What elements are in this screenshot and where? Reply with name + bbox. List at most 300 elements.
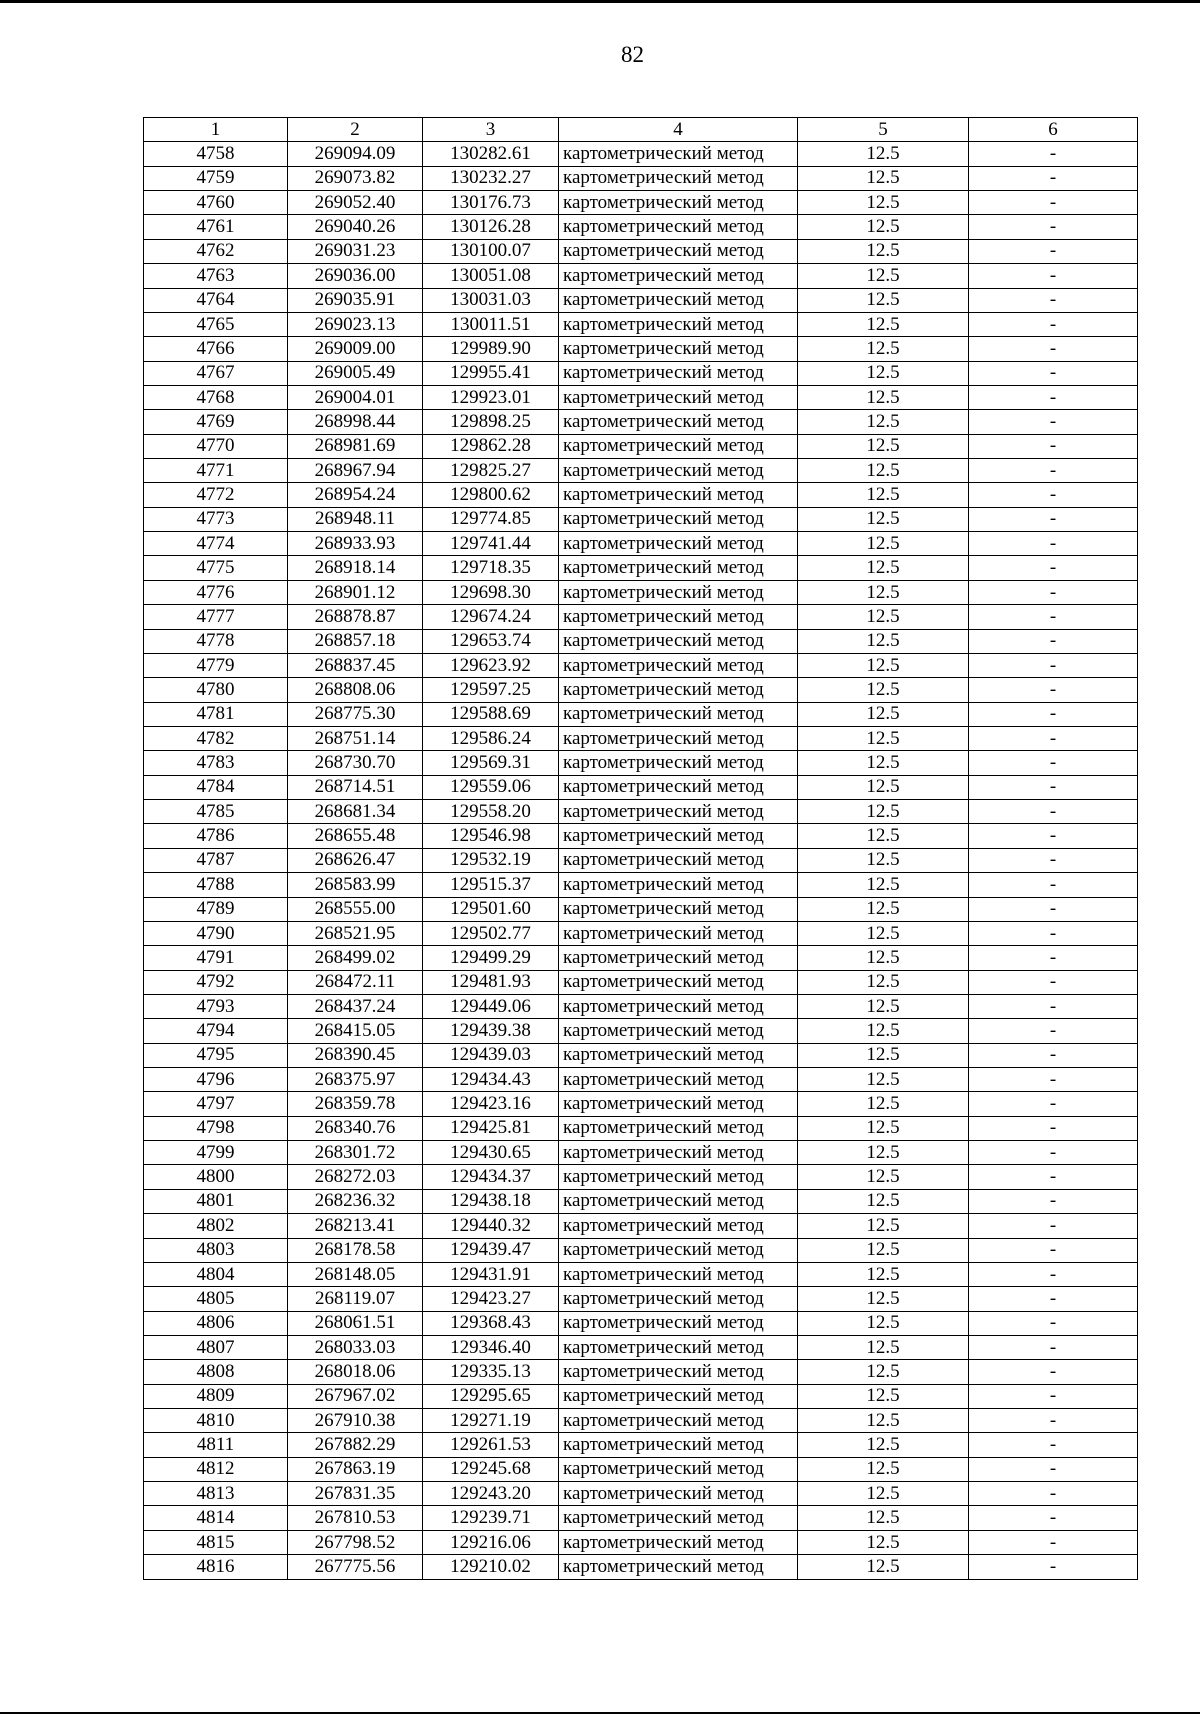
table-cell-col-2: 268472.11 [288,970,423,994]
table-cell-col-1: 4794 [144,1019,288,1043]
table-cell-col-6: - [969,337,1138,361]
table-cell-col-5: 12.5 [798,848,969,872]
table-row [144,824,1138,848]
table-cell-col-1: 4803 [144,1238,288,1262]
table-cell-col-2: 269073.82 [288,166,423,190]
table-cell-col-3: 129569.31 [423,751,559,775]
table-cell-col-3: 129245.68 [423,1457,559,1481]
table-cell-col-3: 129440.32 [423,1214,559,1238]
table-cell-col-1: 4770 [144,434,288,458]
table-row [144,1092,1138,1116]
column-header-5: 5 [798,118,969,142]
table-row [144,385,1138,409]
table-row [144,1019,1138,1043]
table-cell-col-6: - [969,678,1138,702]
table-cell-col-2: 268437.24 [288,994,423,1018]
table-cell-col-5: 12.5 [798,1409,969,1433]
table-cell-col-2: 267967.02 [288,1384,423,1408]
table-cell-col-1: 4760 [144,191,288,215]
table-cell-col-1: 4765 [144,312,288,336]
table-cell-col-6: - [969,1311,1138,1335]
table-row [144,507,1138,531]
table-cell-col-6: - [969,215,1138,239]
table-cell-col-2: 269031.23 [288,239,423,263]
table-cell-col-1: 4791 [144,946,288,970]
table-row [144,678,1138,702]
table-cell-col-2: 268714.51 [288,775,423,799]
table-cell-col-1: 4804 [144,1262,288,1286]
table-cell-col-1: 4778 [144,629,288,653]
table-cell-col-1: 4808 [144,1360,288,1384]
table-cell-col-6: - [969,921,1138,945]
coordinates-table [143,117,1138,1580]
table-cell-col-2: 268390.45 [288,1043,423,1067]
table-cell-col-5: 12.5 [798,1165,969,1189]
table-row [144,848,1138,872]
table-cell-col-5: 12.5 [798,483,969,507]
table-row [144,239,1138,263]
table-row [144,970,1138,994]
table-cell-col-5: 12.5 [798,678,969,702]
table-cell-col-2: 269094.09 [288,142,423,166]
table-cell-col-4: картометрический метод [559,1092,798,1116]
table-cell-col-5: 12.5 [798,824,969,848]
table-row [144,459,1138,483]
table-cell-col-5: 12.5 [798,800,969,824]
table-cell-col-2: 268730.70 [288,751,423,775]
table-cell-col-5: 12.5 [798,946,969,970]
table-cell-col-3: 129989.90 [423,337,559,361]
table-cell-col-6: - [969,483,1138,507]
table-row [144,1043,1138,1067]
table-cell-col-2: 268213.41 [288,1214,423,1238]
table-cell-col-6: - [969,312,1138,336]
table-row [144,288,1138,312]
table-cell-col-2: 267910.38 [288,1409,423,1433]
table-cell-col-1: 4785 [144,800,288,824]
table-cell-col-2: 268499.02 [288,946,423,970]
table-cell-col-5: 12.5 [798,1189,969,1213]
table-cell-col-2: 268918.14 [288,556,423,580]
table-cell-col-3: 129439.03 [423,1043,559,1067]
table-cell-col-6: - [969,1335,1138,1359]
table-cell-col-2: 269035.91 [288,288,423,312]
table-cell-col-2: 268775.30 [288,702,423,726]
table-row [144,873,1138,897]
table-cell-col-6: - [969,1043,1138,1067]
table-row [144,1530,1138,1554]
table-cell-col-2: 268359.78 [288,1092,423,1116]
table-cell-col-3: 129825.27 [423,459,559,483]
table-cell-col-1: 4816 [144,1555,288,1579]
table-cell-col-5: 12.5 [798,1287,969,1311]
table-cell-col-3: 130051.08 [423,264,559,288]
table-cell-col-6: - [969,556,1138,580]
table-cell-col-3: 129623.92 [423,653,559,677]
table-cell-col-5: 12.5 [798,605,969,629]
table-cell-col-3: 129923.01 [423,385,559,409]
column-header-3: 3 [423,118,559,142]
table-cell-col-6: - [969,361,1138,385]
table-cell-col-1: 4780 [144,678,288,702]
table-cell-col-5: 12.5 [798,751,969,775]
table-cell-col-6: - [969,532,1138,556]
table-cell-col-6: - [969,580,1138,604]
table-cell-col-4: картометрический метод [559,1335,798,1359]
table-cell-col-3: 129438.18 [423,1189,559,1213]
table-cell-col-6: - [969,726,1138,750]
table-cell-col-6: - [969,605,1138,629]
table-cell-col-5: 12.5 [798,215,969,239]
table-cell-col-1: 4797 [144,1092,288,1116]
table-cell-col-6: - [969,239,1138,263]
table-row [144,410,1138,434]
table-cell-col-3: 129368.43 [423,1311,559,1335]
table-cell-col-5: 12.5 [798,1311,969,1335]
table-cell-col-6: - [969,873,1138,897]
table-cell-col-3: 130031.03 [423,288,559,312]
table-cell-col-2: 268837.45 [288,653,423,677]
table-cell-col-4: картометрический метод [559,1482,798,1506]
table-cell-col-5: 12.5 [798,1238,969,1262]
column-header-6: 6 [969,118,1138,142]
table-cell-col-5: 12.5 [798,434,969,458]
table-cell-col-1: 4796 [144,1068,288,1092]
table-cell-col-2: 268583.99 [288,873,423,897]
table-cell-col-6: - [969,1116,1138,1140]
table-cell-col-5: 12.5 [798,1019,969,1043]
table-cell-col-5: 12.5 [798,288,969,312]
table-cell-col-4: картометрический метод [559,678,798,702]
table-cell-col-5: 12.5 [798,629,969,653]
table-row [144,1506,1138,1530]
table-cell-col-5: 12.5 [798,1116,969,1140]
table-cell-col-5: 12.5 [798,1214,969,1238]
table-cell-col-2: 268878.87 [288,605,423,629]
table-cell-col-4: картометрический метод [559,1506,798,1530]
table-cell-col-6: - [969,459,1138,483]
table-cell-col-3: 129898.25 [423,410,559,434]
table-cell-col-2: 267810.53 [288,1506,423,1530]
table-cell-col-3: 129588.69 [423,702,559,726]
table-cell-col-6: - [969,1384,1138,1408]
table-row [144,605,1138,629]
table-cell-col-4: картометрический метод [559,1384,798,1408]
table-cell-col-3: 129425.81 [423,1116,559,1140]
table-cell-col-2: 267882.29 [288,1433,423,1457]
table-cell-col-5: 12.5 [798,264,969,288]
table-cell-col-2: 268967.94 [288,459,423,483]
table-row [144,434,1138,458]
table-cell-col-3: 129439.38 [423,1019,559,1043]
table-cell-col-5: 12.5 [798,1530,969,1554]
table-cell-col-5: 12.5 [798,532,969,556]
table-cell-col-2: 267863.19 [288,1457,423,1481]
table-row [144,629,1138,653]
table-cell-col-1: 4789 [144,897,288,921]
table-cell-col-1: 4815 [144,1530,288,1554]
table-cell-col-1: 4790 [144,921,288,945]
table-cell-col-1: 4772 [144,483,288,507]
table-cell-col-4: картометрический метод [559,629,798,653]
table-cell-col-1: 4761 [144,215,288,239]
table-cell-col-3: 129653.74 [423,629,559,653]
table-cell-col-4: картометрический метод [559,921,798,945]
table-cell-col-4: картометрический метод [559,288,798,312]
table-cell-col-3: 129243.20 [423,1482,559,1506]
table-cell-col-3: 129502.77 [423,921,559,945]
table-row [144,532,1138,556]
table-row [144,1116,1138,1140]
table-cell-col-1: 4763 [144,264,288,288]
table-cell-col-1: 4798 [144,1116,288,1140]
table-cell-col-2: 268655.48 [288,824,423,848]
table-cell-col-6: - [969,1165,1138,1189]
table-cell-col-5: 12.5 [798,1092,969,1116]
table-cell-col-3: 130232.27 [423,166,559,190]
table-cell-col-5: 12.5 [798,1482,969,1506]
table-row [144,702,1138,726]
table-cell-col-1: 4787 [144,848,288,872]
table-cell-col-3: 129499.29 [423,946,559,970]
table-cell-col-3: 129434.43 [423,1068,559,1092]
table-cell-col-2: 269052.40 [288,191,423,215]
table-cell-col-5: 12.5 [798,580,969,604]
table-cell-col-4: картометрический метод [559,166,798,190]
table-cell-col-1: 4783 [144,751,288,775]
table-cell-col-2: 268301.72 [288,1141,423,1165]
table-cell-col-4: картометрический метод [559,385,798,409]
table-cell-col-6: - [969,970,1138,994]
table-body [144,142,1138,1579]
table-cell-col-6: - [969,994,1138,1018]
table-cell-col-4: картометрический метод [559,1214,798,1238]
table-cell-col-5: 12.5 [798,702,969,726]
table-cell-col-1: 4800 [144,1165,288,1189]
table-cell-col-3: 129239.71 [423,1506,559,1530]
table-cell-col-3: 129449.06 [423,994,559,1018]
table-cell-col-3: 129774.85 [423,507,559,531]
table-cell-col-3: 129862.28 [423,434,559,458]
table-cell-col-2: 268681.34 [288,800,423,824]
table-cell-col-5: 12.5 [798,312,969,336]
table-row [144,166,1138,190]
table-cell-col-6: - [969,288,1138,312]
table-cell-col-4: картометрический метод [559,726,798,750]
table-row [144,191,1138,215]
table-row [144,1238,1138,1262]
table-cell-col-5: 12.5 [798,775,969,799]
table-cell-col-5: 12.5 [798,385,969,409]
table-cell-col-3: 129741.44 [423,532,559,556]
table-cell-col-4: картометрический метод [559,1433,798,1457]
table-cell-col-6: - [969,751,1138,775]
table-cell-col-4: картометрический метод [559,1116,798,1140]
table-row [144,726,1138,750]
table-cell-col-1: 4801 [144,1189,288,1213]
table-cell-col-1: 4776 [144,580,288,604]
column-header-2: 2 [288,118,423,142]
table-cell-col-1: 4759 [144,166,288,190]
table-cell-col-1: 4814 [144,1506,288,1530]
table-cell-col-5: 12.5 [798,556,969,580]
table-cell-col-3: 129586.24 [423,726,559,750]
table-cell-col-6: - [969,1360,1138,1384]
table-row [144,921,1138,945]
table-cell-col-1: 4767 [144,361,288,385]
table-cell-col-1: 4782 [144,726,288,750]
table-cell-col-5: 12.5 [798,970,969,994]
table-row [144,653,1138,677]
table-cell-col-6: - [969,1262,1138,1286]
table-cell-col-3: 129559.06 [423,775,559,799]
table-cell-col-5: 12.5 [798,1335,969,1359]
table-cell-col-4: картометрический метод [559,1019,798,1043]
table-cell-col-6: - [969,1530,1138,1554]
table-cell-col-3: 129431.91 [423,1262,559,1286]
table-row [144,312,1138,336]
table-cell-col-3: 129597.25 [423,678,559,702]
table-cell-col-3: 129335.13 [423,1360,559,1384]
column-header-4: 4 [559,118,798,142]
table-cell-col-4: картометрический метод [559,605,798,629]
table-cell-col-5: 12.5 [798,361,969,385]
table-cell-col-5: 12.5 [798,994,969,1018]
table-cell-col-4: картометрический метод [559,970,798,994]
table-cell-col-1: 4802 [144,1214,288,1238]
table-cell-col-2: 268948.11 [288,507,423,531]
table-cell-col-3: 129718.35 [423,556,559,580]
table-cell-col-6: - [969,507,1138,531]
table-cell-col-6: - [969,1092,1138,1116]
table-cell-col-4: картометрический метод [559,1360,798,1384]
table-cell-col-6: - [969,1141,1138,1165]
table-cell-col-3: 129210.02 [423,1555,559,1579]
table-cell-col-4: картометрический метод [559,1530,798,1554]
table-cell-col-2: 268415.05 [288,1019,423,1043]
table-row [144,1262,1138,1286]
table-cell-col-2: 268555.00 [288,897,423,921]
table-cell-col-6: - [969,1068,1138,1092]
table-cell-col-6: - [969,1457,1138,1481]
table-cell-col-1: 4766 [144,337,288,361]
table-cell-col-3: 129423.16 [423,1092,559,1116]
table-cell-col-2: 268521.95 [288,921,423,945]
table-cell-col-3: 129430.65 [423,1141,559,1165]
table-cell-col-4: картометрический метод [559,239,798,263]
table-row [144,1384,1138,1408]
table-cell-col-5: 12.5 [798,337,969,361]
table-cell-col-4: картометрический метод [559,994,798,1018]
table-row [144,580,1138,604]
table-cell-col-1: 4812 [144,1457,288,1481]
table-cell-col-6: - [969,142,1138,166]
table-cell-col-1: 4779 [144,653,288,677]
table-cell-col-4: картометрический метод [559,1262,798,1286]
table-cell-col-3: 130011.51 [423,312,559,336]
table-cell-col-4: картометрический метод [559,361,798,385]
table-row [144,946,1138,970]
column-header-1: 1 [144,118,288,142]
table-cell-col-4: картометрический метод [559,1555,798,1579]
table-row [144,1287,1138,1311]
table-cell-col-5: 12.5 [798,1433,969,1457]
table-cell-col-3: 129674.24 [423,605,559,629]
table-cell-col-5: 12.5 [798,1262,969,1286]
table-row [144,361,1138,385]
table-cell-col-4: картометрический метод [559,702,798,726]
table-cell-col-4: картометрический метод [559,1409,798,1433]
table-row [144,994,1138,1018]
table-row [144,337,1138,361]
table-cell-col-2: 268061.51 [288,1311,423,1335]
table-cell-col-6: - [969,1019,1138,1043]
table-cell-col-3: 130126.28 [423,215,559,239]
table-cell-col-1: 4781 [144,702,288,726]
table-cell-col-1: 4811 [144,1433,288,1457]
table-row [144,142,1138,166]
table-row [144,1189,1138,1213]
table-cell-col-6: - [969,1555,1138,1579]
table-cell-col-5: 12.5 [798,410,969,434]
table-cell-col-4: картометрический метод [559,1287,798,1311]
table-cell-col-3: 129955.41 [423,361,559,385]
table-cell-col-2: 268375.97 [288,1068,423,1092]
table-cell-col-4: картометрический метод [559,264,798,288]
table-cell-col-2: 268272.03 [288,1165,423,1189]
table-cell-col-6: - [969,434,1138,458]
table-cell-col-4: картометрический метод [559,1189,798,1213]
table-cell-col-3: 129481.93 [423,970,559,994]
table-cell-col-6: - [969,1214,1138,1238]
table-cell-col-2: 268751.14 [288,726,423,750]
table-cell-col-2: 269036.00 [288,264,423,288]
table-cell-col-2: 268901.12 [288,580,423,604]
table-cell-col-2: 268857.18 [288,629,423,653]
table-cell-col-4: картометрический метод [559,483,798,507]
table-cell-col-4: картометрический метод [559,312,798,336]
table-cell-col-4: картометрический метод [559,191,798,215]
table-row [144,1214,1138,1238]
table-cell-col-6: - [969,1409,1138,1433]
table-cell-col-5: 12.5 [798,239,969,263]
table-cell-col-1: 4805 [144,1287,288,1311]
table-cell-col-2: 267831.35 [288,1482,423,1506]
table-cell-col-5: 12.5 [798,142,969,166]
table-row [144,800,1138,824]
table-cell-col-1: 4806 [144,1311,288,1335]
table-cell-col-3: 129546.98 [423,824,559,848]
table-cell-col-1: 4774 [144,532,288,556]
table-cell-col-4: картометрический метод [559,775,798,799]
table-cell-col-2: 268236.32 [288,1189,423,1213]
table-row [144,1457,1138,1481]
table-cell-col-1: 4764 [144,288,288,312]
table-cell-col-1: 4810 [144,1409,288,1433]
table-row [144,775,1138,799]
table-cell-col-3: 129439.47 [423,1238,559,1262]
table-cell-col-1: 4771 [144,459,288,483]
table-row [144,1165,1138,1189]
table-cell-col-4: картометрический метод [559,215,798,239]
table-cell-col-2: 268340.76 [288,1116,423,1140]
table-cell-col-1: 4775 [144,556,288,580]
table-cell-col-2: 267798.52 [288,1530,423,1554]
table-cell-col-2: 269005.49 [288,361,423,385]
table-cell-col-1: 4758 [144,142,288,166]
table-row [144,264,1138,288]
table-cell-col-2: 268033.03 [288,1335,423,1359]
